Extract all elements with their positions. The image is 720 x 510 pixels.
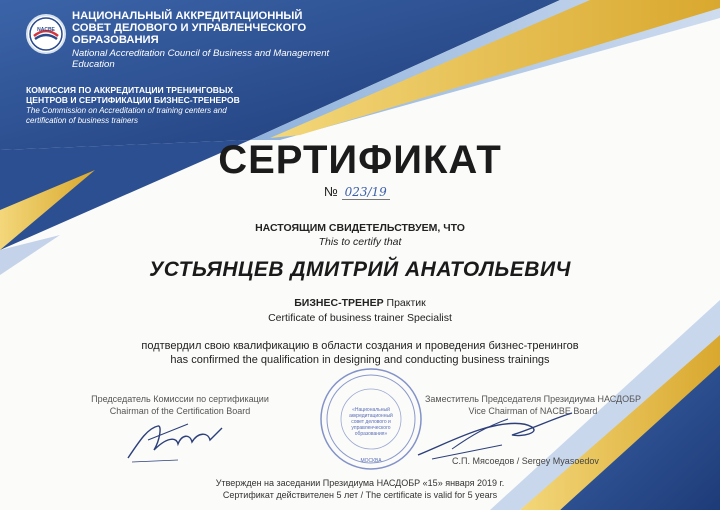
svg-text:МОСКВА: МОСКВА <box>360 458 382 464</box>
certificate-number <box>324 184 390 199</box>
right-signer-name: С.П. Мясоедов / Sergey Myasoedov <box>452 456 599 466</box>
left-handwritten-signature <box>118 410 238 470</box>
certificate-title: СЕРТИФИКАТ <box>218 138 502 182</box>
number-value: 023/19 <box>342 185 390 200</box>
confirmation-en: has confirmed the qualification in designing and conducting business trainings <box>170 354 550 366</box>
validity-note: Сертификат действителен 5 лет / The certificate is valid for 5 years <box>222 490 498 500</box>
number-label: № <box>324 184 338 199</box>
svg-text:управленческого: управленческого <box>351 425 391 431</box>
qualification-en: Certificate of business trainer Specialist <box>268 312 452 324</box>
commission-name-en: The Commission on Accreditation of training centers and certification of business trainers <box>26 106 227 125</box>
confirmation-ru: подтвердил свою квалификацию в области создания и проведения бизнес-тренингов <box>141 340 579 352</box>
certify-statement-ru: НАСТОЯЩИМ СВИДЕТЕЛЬСТВУЕМ, ЧТО <box>255 222 465 234</box>
left-signer-title-en: Chairman of the Certification Board <box>109 406 251 416</box>
svg-text:совет делового и: совет делового и <box>351 419 391 425</box>
official-stamp <box>318 366 424 472</box>
commission-name <box>26 86 246 125</box>
left-signer-title-ru: Председатель Комиссии по сертификации <box>91 394 269 404</box>
qualification <box>0 297 720 309</box>
svg-text:аккредитационный: аккредитационный <box>349 413 393 419</box>
certify-statement-en: This to certify that <box>318 236 402 248</box>
svg-text:NACBE: NACBE <box>37 27 55 33</box>
svg-text:образования»: образования» <box>354 431 388 437</box>
svg-text:«Национальный: «Национальный <box>352 407 390 413</box>
organization-name-ru: НАЦИОНАЛЬНЫЙ АККРЕДИТАЦИОННЫЙ СОВЕТ ДЕЛОВОГО И УПРАВЛЕНЧЕСКОГО ОБРАЗОВАНИЯ <box>72 10 307 46</box>
commission-name-ru: КОМИССИЯ ПО АККРЕДИТАЦИИ ТРЕНИНГОВЫХ ЦЕНТРОВ И СЕРТИФИКАЦИИ БИЗНЕС-ТРЕНЕРОВ <box>26 85 240 105</box>
approval-note: Утвержден на заседании Президиума НАСДОБР «15» января 2019 г. <box>215 478 505 488</box>
recipient-name: УСТЬЯНЦЕВ ДМИТРИЙ АНАТОЛЬЕВИЧ <box>149 258 571 281</box>
organization-name <box>72 10 332 70</box>
right-signer-title-en: Vice Chairman of NACBE Board <box>468 406 598 416</box>
qualification-level: Практик <box>386 297 426 309</box>
right-signer-title-ru: Заместитель Председателя Президиума НАСДОБР <box>424 394 642 404</box>
organization-name-en: National Accreditation Council of Business and Management Education <box>72 48 330 70</box>
nacbe-logo <box>26 14 66 54</box>
qualification-title: БИЗНЕС-ТРЕНЕР <box>294 297 384 309</box>
